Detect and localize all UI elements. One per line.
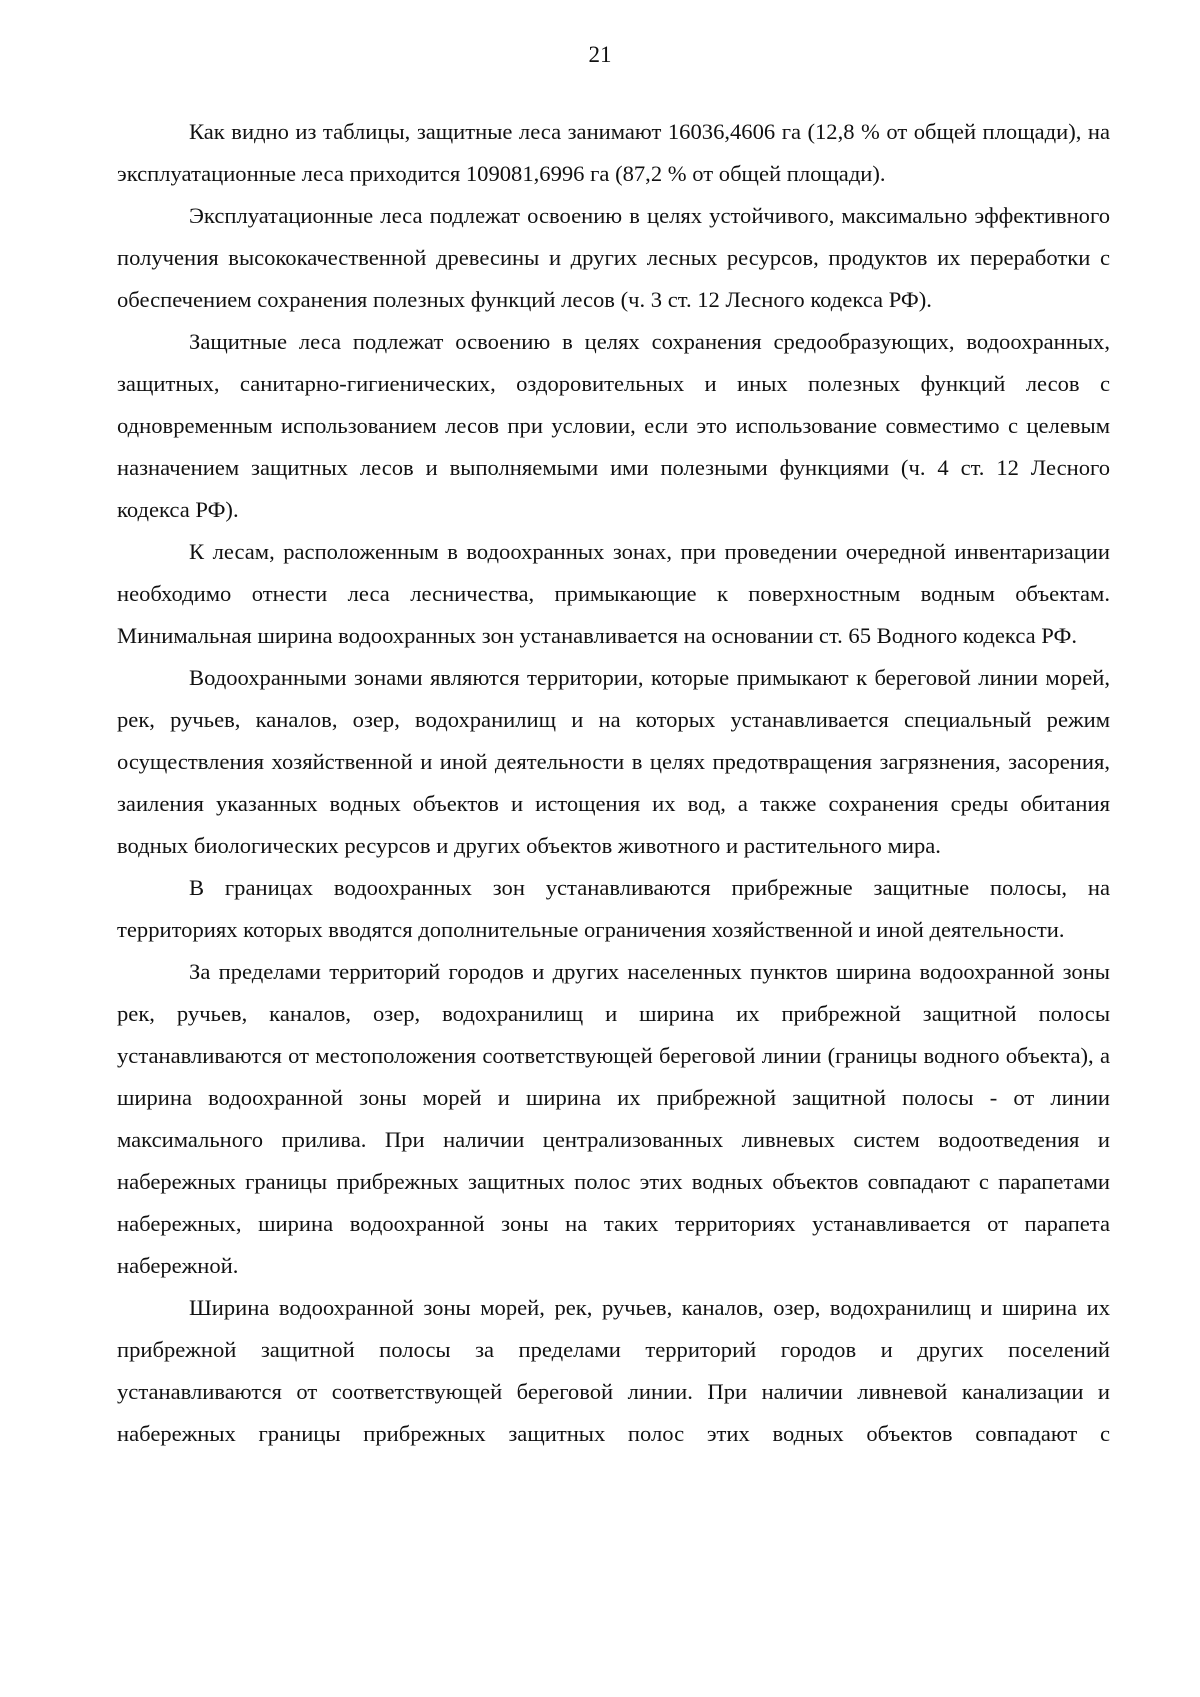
paragraph-continued: Ширина водоохранной зоны морей, рек, ручьев, каналов, озер, водохранилищ и ширина их прибрежной защитной полосы за пределами территорий городов и других поселений устанавливаются от соответствующей береговой линии. При наличии ливневой канализации и набережных границы прибрежных защитных полос этих водных объектов совпадают с: [117, 1295, 1110, 1446]
page-number: 21: [588, 42, 612, 67]
paragraph: За пределами территорий городов и других населенных пунктов ширина водоохранной зоны рек, ручьев, каналов, озер, водохранилищ и ширина их прибрежной защитной полосы устанавливаются от местоположения соответствующей береговой линии (границы водного объекта), а ширина водоохранной зоны морей и ширина их прибрежной защитной полосы - от линии максимального прилива. При наличии централизованных ливневых систем водоотведения и набережных границы прибрежных защитных полос этих водных объектов совпадают с парапетами набережных, ширина водоохранной зоны на таких территориях устанавливается от парапета набережной.: [117, 959, 1110, 1278]
paragraph: В границах водоохранных зон устанавливаются прибрежные защитные полосы, на территориях которых вводятся дополнительные ограничения хозяйственной и иной деятельности.: [117, 875, 1110, 942]
paragraph: Эксплуатационные леса подлежат освоению в целях устойчивого, максимально эффективного получения высококачественной древесины и других лесных ресурсов, продуктов их переработки с обеспечением сохранения полезных функций лесов (ч. 3 ст. 12 Лесного кодекса РФ).: [117, 203, 1110, 312]
paragraph: Водоохранными зонами являются территории, которые примыкают к береговой линии морей, рек, ручьев, каналов, озер, водохранилищ и на которых устанавливается специальный режим осуществления хозяйственной и иной деятельности в целях предотвращения загрязнения, засорения, заиления указанных водных объектов и истощения их вод, а также сохранения среды обитания водных биологических ресурсов и других объектов животного и растительного мира.: [117, 665, 1110, 858]
paragraph: К лесам, расположенным в водоохранных зонах, при проведении очередной инвентаризации необходимо отнести леса лесничества, примыкающие к поверхностным водным объектам. Минимальная ширина водоохранных зон устанавливается на основании ст. 65 Водного кодекса РФ.: [117, 539, 1110, 648]
paragraph: Как видно из таблицы, защитные леса занимают 16036,4606 га (12,8 % от общей площади), на эксплуатационные леса приходится 109081,6996 га (87,2 % от общей площади).: [117, 119, 1110, 186]
document-body: [117, 111, 1110, 1455]
paragraph: Защитные леса подлежат освоению в целях сохранения средообразующих, водоохранных, защитных, санитарно-гигиенических, оздоровительных и иных полезных функций лесов с одновременным использованием лесов при условии, если это использование совместимо с целевым назначением защитных лесов и выполняемыми ими полезными функциями (ч. 4 ст. 12 Лесного кодекса РФ).: [117, 329, 1110, 522]
